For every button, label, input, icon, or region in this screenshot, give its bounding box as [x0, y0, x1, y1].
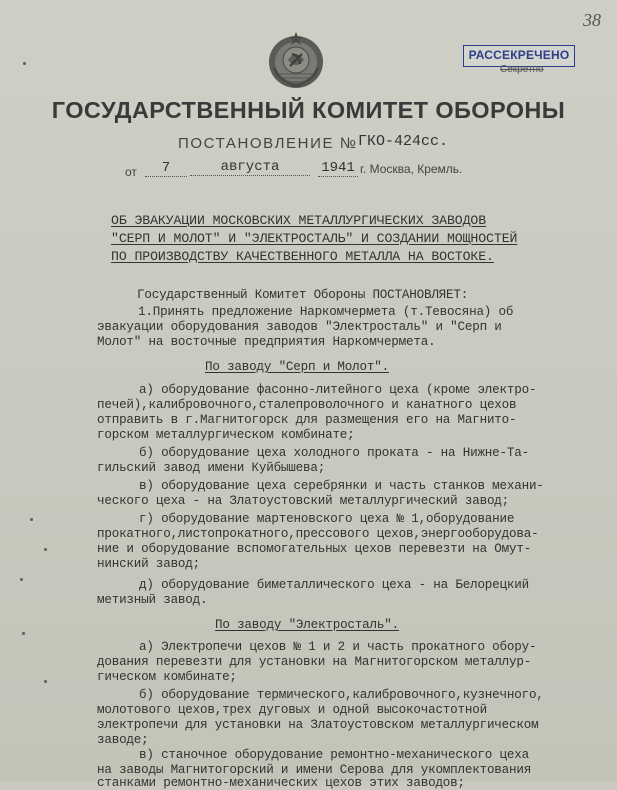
s2-item-a-line: дования перевезти для установки на Магнитогорском металлур-	[97, 655, 532, 669]
declassified-stamp: РАССЕКРЕЧЕНО	[463, 45, 575, 67]
section1-title: По заводу "Серп и Молот".	[205, 360, 389, 374]
point1-line: Молот" на восточные предприятия Наркомчермета.	[97, 335, 436, 349]
date-year: 1941	[318, 160, 358, 177]
s2-item-c-line: станками ремонтно-механических цехов этих заводов;	[97, 776, 465, 790]
s2-item-a-line: гическом комбинате;	[97, 670, 237, 684]
date-month: августа	[190, 159, 310, 176]
s1-item-d-line: нинский завод;	[97, 557, 201, 571]
decree-number: ГКО-424сс.	[358, 133, 449, 150]
section2-title: По заводу "Электросталь".	[215, 618, 399, 632]
s1-item-a-line: а) оборудование фасонно-литейного цеха (кроме электро-	[139, 383, 537, 397]
margin-mark	[44, 680, 47, 683]
margin-mark	[20, 578, 23, 581]
s2-item-b-line: б) оборудование термического,калибровочного,кузнечного,	[139, 688, 544, 702]
s1-item-a-line: отправить в г.Магнитогорск для размещения его на Магнито-	[97, 413, 517, 427]
s1-item-b-line: б) оборудование цеха холодного проката - на Нижне-Та-	[139, 446, 529, 460]
s1-item-d-line: г) оборудование мартеновского цеха № 1,оборудование	[139, 512, 515, 526]
place: г. Москва, Кремль.	[360, 162, 463, 176]
margin-mark	[44, 548, 47, 551]
state-emblem-icon	[266, 26, 326, 90]
s1-item-e-line: метизный завод.	[97, 593, 208, 607]
committee-name: ГОСУДАРСТВЕННЫЙ КОМИТЕТ ОБОРОНЫ	[51, 97, 566, 123]
s2-item-b-line: молотового цехов,трех дуговых и одной высокочастотной	[97, 703, 487, 717]
s1-item-d-line: прокатного,листопрокатного,прессового цехов,энергооборудова-	[97, 527, 539, 541]
margin-mark	[23, 62, 26, 65]
s1-item-b-line: гильский завод имени Куйбышева;	[97, 461, 326, 475]
s1-item-c-line: ческого цеха - на Златоустовский металлургический завод;	[97, 494, 510, 508]
s2-item-b-line: электропечи для установки на Златоустовском металлургическом	[97, 718, 539, 732]
s1-item-d-line: ние и оборудование вспомогательных цехов перевезти на Омут-	[97, 542, 532, 556]
s2-item-a-line: а) Электропечи цехов № 1 и 2 и часть прокатного обору-	[139, 640, 537, 654]
point1-line: 1.Принять предложение Наркомчермета (т.Тевосяна) об	[138, 305, 514, 319]
s1-item-a-line: горском металлургическом комбинате;	[97, 428, 355, 442]
decree-label: ПОСТАНОВЛЕНИЕ №	[178, 135, 358, 152]
margin-mark	[30, 518, 33, 521]
date-day: 7	[145, 160, 187, 177]
point1-line: эвакуации оборудования заводов "Электросталь" и "Серп и	[97, 320, 502, 334]
s2-item-c-line: в) станочное оборудование ремонтно-механического цеха	[139, 748, 529, 762]
title-line-1: ОБ ЭВАКУАЦИИ МОСКОВСКИХ МЕТАЛЛУРГИЧЕСКИХ ЗАВОДОВ	[111, 213, 487, 228]
margin-mark	[22, 632, 25, 635]
preamble: Государственный Комитет Обороны ПОСТАНОВЛЯЕТ:	[137, 288, 469, 302]
struck-secret-mark: Секретно	[500, 64, 544, 75]
title-line-3: ПО ПРОИЗВОДСТВУ КАЧЕСТВЕННОГО МЕТАЛЛА НА ВОСТОКЕ.	[111, 249, 494, 264]
s1-item-c-line: в) оборудование цеха серебрянки и часть станков механи-	[139, 479, 544, 493]
s1-item-a-line: печей),калибровочного,сталепроволочного и канатного цехов	[97, 398, 517, 412]
page-number: 38	[583, 10, 601, 30]
s2-item-b-line: заводе;	[97, 733, 149, 747]
date-prefix: от	[125, 165, 137, 179]
title-line-2: "СЕРП И МОЛОТ" И "ЭЛЕКТРОСТАЛЬ" И СОЗДАНИИ МОЩНОСТЕЙ	[111, 231, 518, 246]
s2-item-c-line: на заводы Магнитогорский и имени Серова для укомплектования	[97, 763, 532, 777]
s1-item-e-line: д) оборудование биметаллического цеха - на Белорецкий	[139, 578, 529, 592]
